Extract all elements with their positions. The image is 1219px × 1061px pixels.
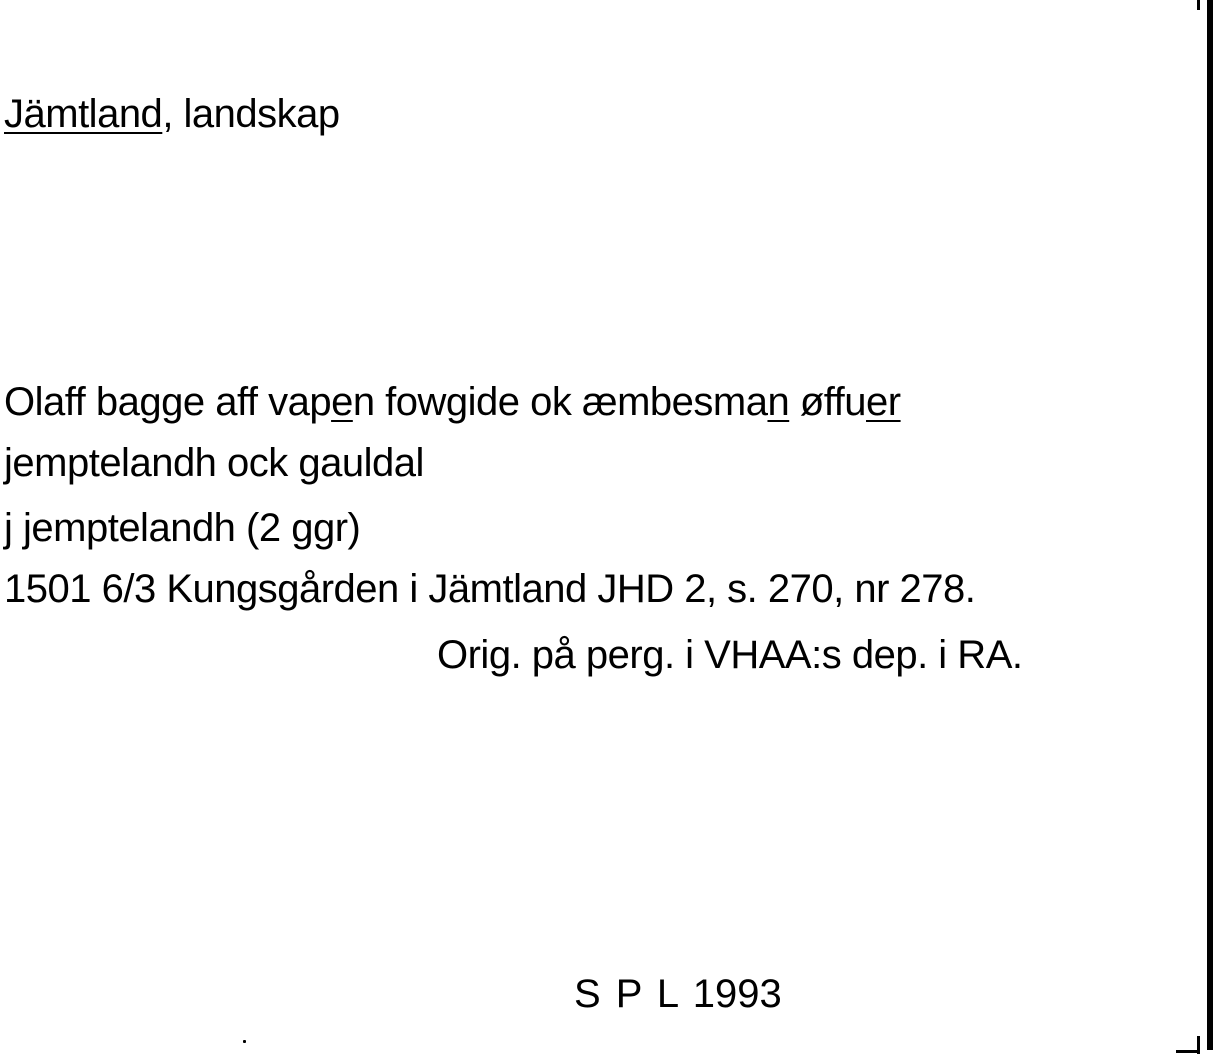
heading-rest: , landskap: [162, 92, 340, 136]
quote-line-3: j jemptelandh (2 ggr): [4, 506, 361, 550]
source-reference: 1501 6/3 Kungsgården i Jämtland JHD 2, s. 270, nr 278.: [4, 567, 976, 611]
corner-tick-bottom-vertical: [1197, 1036, 1200, 1054]
signature: S P L 1993: [574, 972, 782, 1016]
original-note: Orig. på perg. i VHAA:s dep. i RA.: [437, 633, 1023, 677]
card-right-border: [1207, 0, 1213, 1050]
card-heading: [4, 92, 340, 136]
quote-line-2: jemptelandh ock gauldal: [4, 441, 424, 485]
quote-line-1-part-b: e: [331, 380, 353, 424]
quote-line-1: [4, 380, 901, 424]
quote-line-1-part-c: n fowgide ok æmbesma: [352, 380, 768, 424]
quote-line-1-part-f: er: [866, 380, 901, 424]
corner-tick-top: [1197, 0, 1200, 10]
quote-line-1-part-d: n: [767, 380, 790, 424]
quote-line-1-part-a: Olaff bagge aff vap: [4, 380, 332, 424]
quote-line-1-part-e: øffu: [789, 380, 867, 424]
scan-speck: [243, 1040, 246, 1043]
heading-place: Jämtland: [4, 92, 163, 136]
